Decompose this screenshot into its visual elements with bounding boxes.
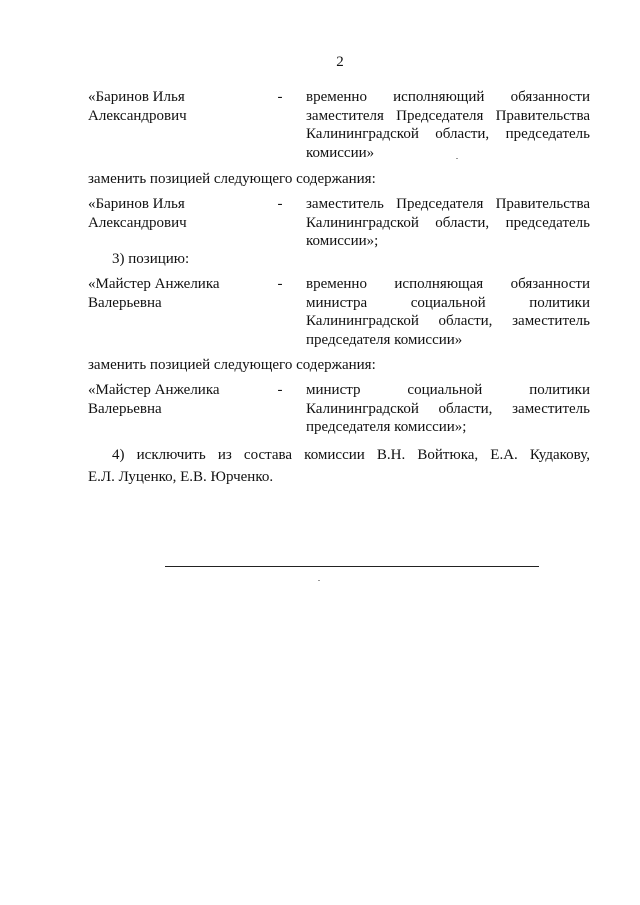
name-line: Валерьевна — [88, 294, 162, 311]
person-name — [88, 275, 268, 312]
role-line: Калининградской области, председатель — [306, 214, 590, 231]
person-role — [306, 195, 590, 251]
role-line: министр социальной политики — [306, 382, 590, 398]
scan-speck — [456, 158, 458, 159]
dash-separator: - — [277, 382, 283, 398]
end-separator-line — [165, 566, 539, 567]
person-role — [306, 381, 590, 437]
page-number: 2 — [336, 54, 344, 70]
role-line: председателя комиссии»; — [306, 419, 467, 435]
replace-instruction: заменить позицией следующего содержания: — [88, 357, 376, 373]
person-name — [88, 195, 268, 232]
role-line: заместитель Председателя Правительства — [306, 196, 590, 212]
person-name — [88, 88, 268, 125]
name-line: «Майстер Анжелика — [88, 276, 220, 292]
dash-separator: - — [277, 89, 283, 105]
role-line: Калининградской области, заместитель — [306, 400, 590, 417]
person-role — [306, 275, 590, 349]
scan-speck — [318, 580, 320, 581]
item-4-paragraph — [88, 444, 590, 488]
role-line: заместителя Председателя Правительства — [306, 107, 590, 124]
name-line: «Баринов Илья — [88, 89, 185, 105]
role-line: Калининградской области, председатель — [306, 126, 590, 142]
role-line: комиссии» — [306, 144, 375, 161]
role-line: председателя комиссии» — [306, 331, 463, 348]
paragraph-line: 4) исключить из состава комиссии В.Н. Войтюка, Е.А. Кудакову, — [112, 447, 590, 463]
name-line: Валерьевна — [88, 400, 162, 417]
role-line: министра социальной политики — [306, 294, 590, 311]
person-name — [88, 381, 268, 418]
dash-separator: - — [277, 196, 283, 212]
name-line: Александрович — [88, 214, 187, 231]
role-line: временно исполняющая обязанности — [306, 276, 590, 292]
person-role — [306, 88, 590, 162]
name-line: «Майстер Анжелика — [88, 382, 220, 398]
role-line: временно исполняющий обязанности — [306, 89, 590, 105]
role-line: комиссии»; — [306, 233, 379, 249]
paragraph-line: Е.Л. Луценко, Е.В. Юрченко. — [88, 469, 274, 485]
name-line: «Баринов Илья — [88, 196, 185, 212]
item-3-label: 3) позицию: — [112, 251, 190, 267]
replace-instruction: заменить позицией следующего содержания: — [88, 171, 376, 187]
role-line: Калининградской области, заместитель — [306, 313, 590, 329]
dash-separator: - — [277, 276, 283, 292]
name-line: Александрович — [88, 107, 187, 124]
